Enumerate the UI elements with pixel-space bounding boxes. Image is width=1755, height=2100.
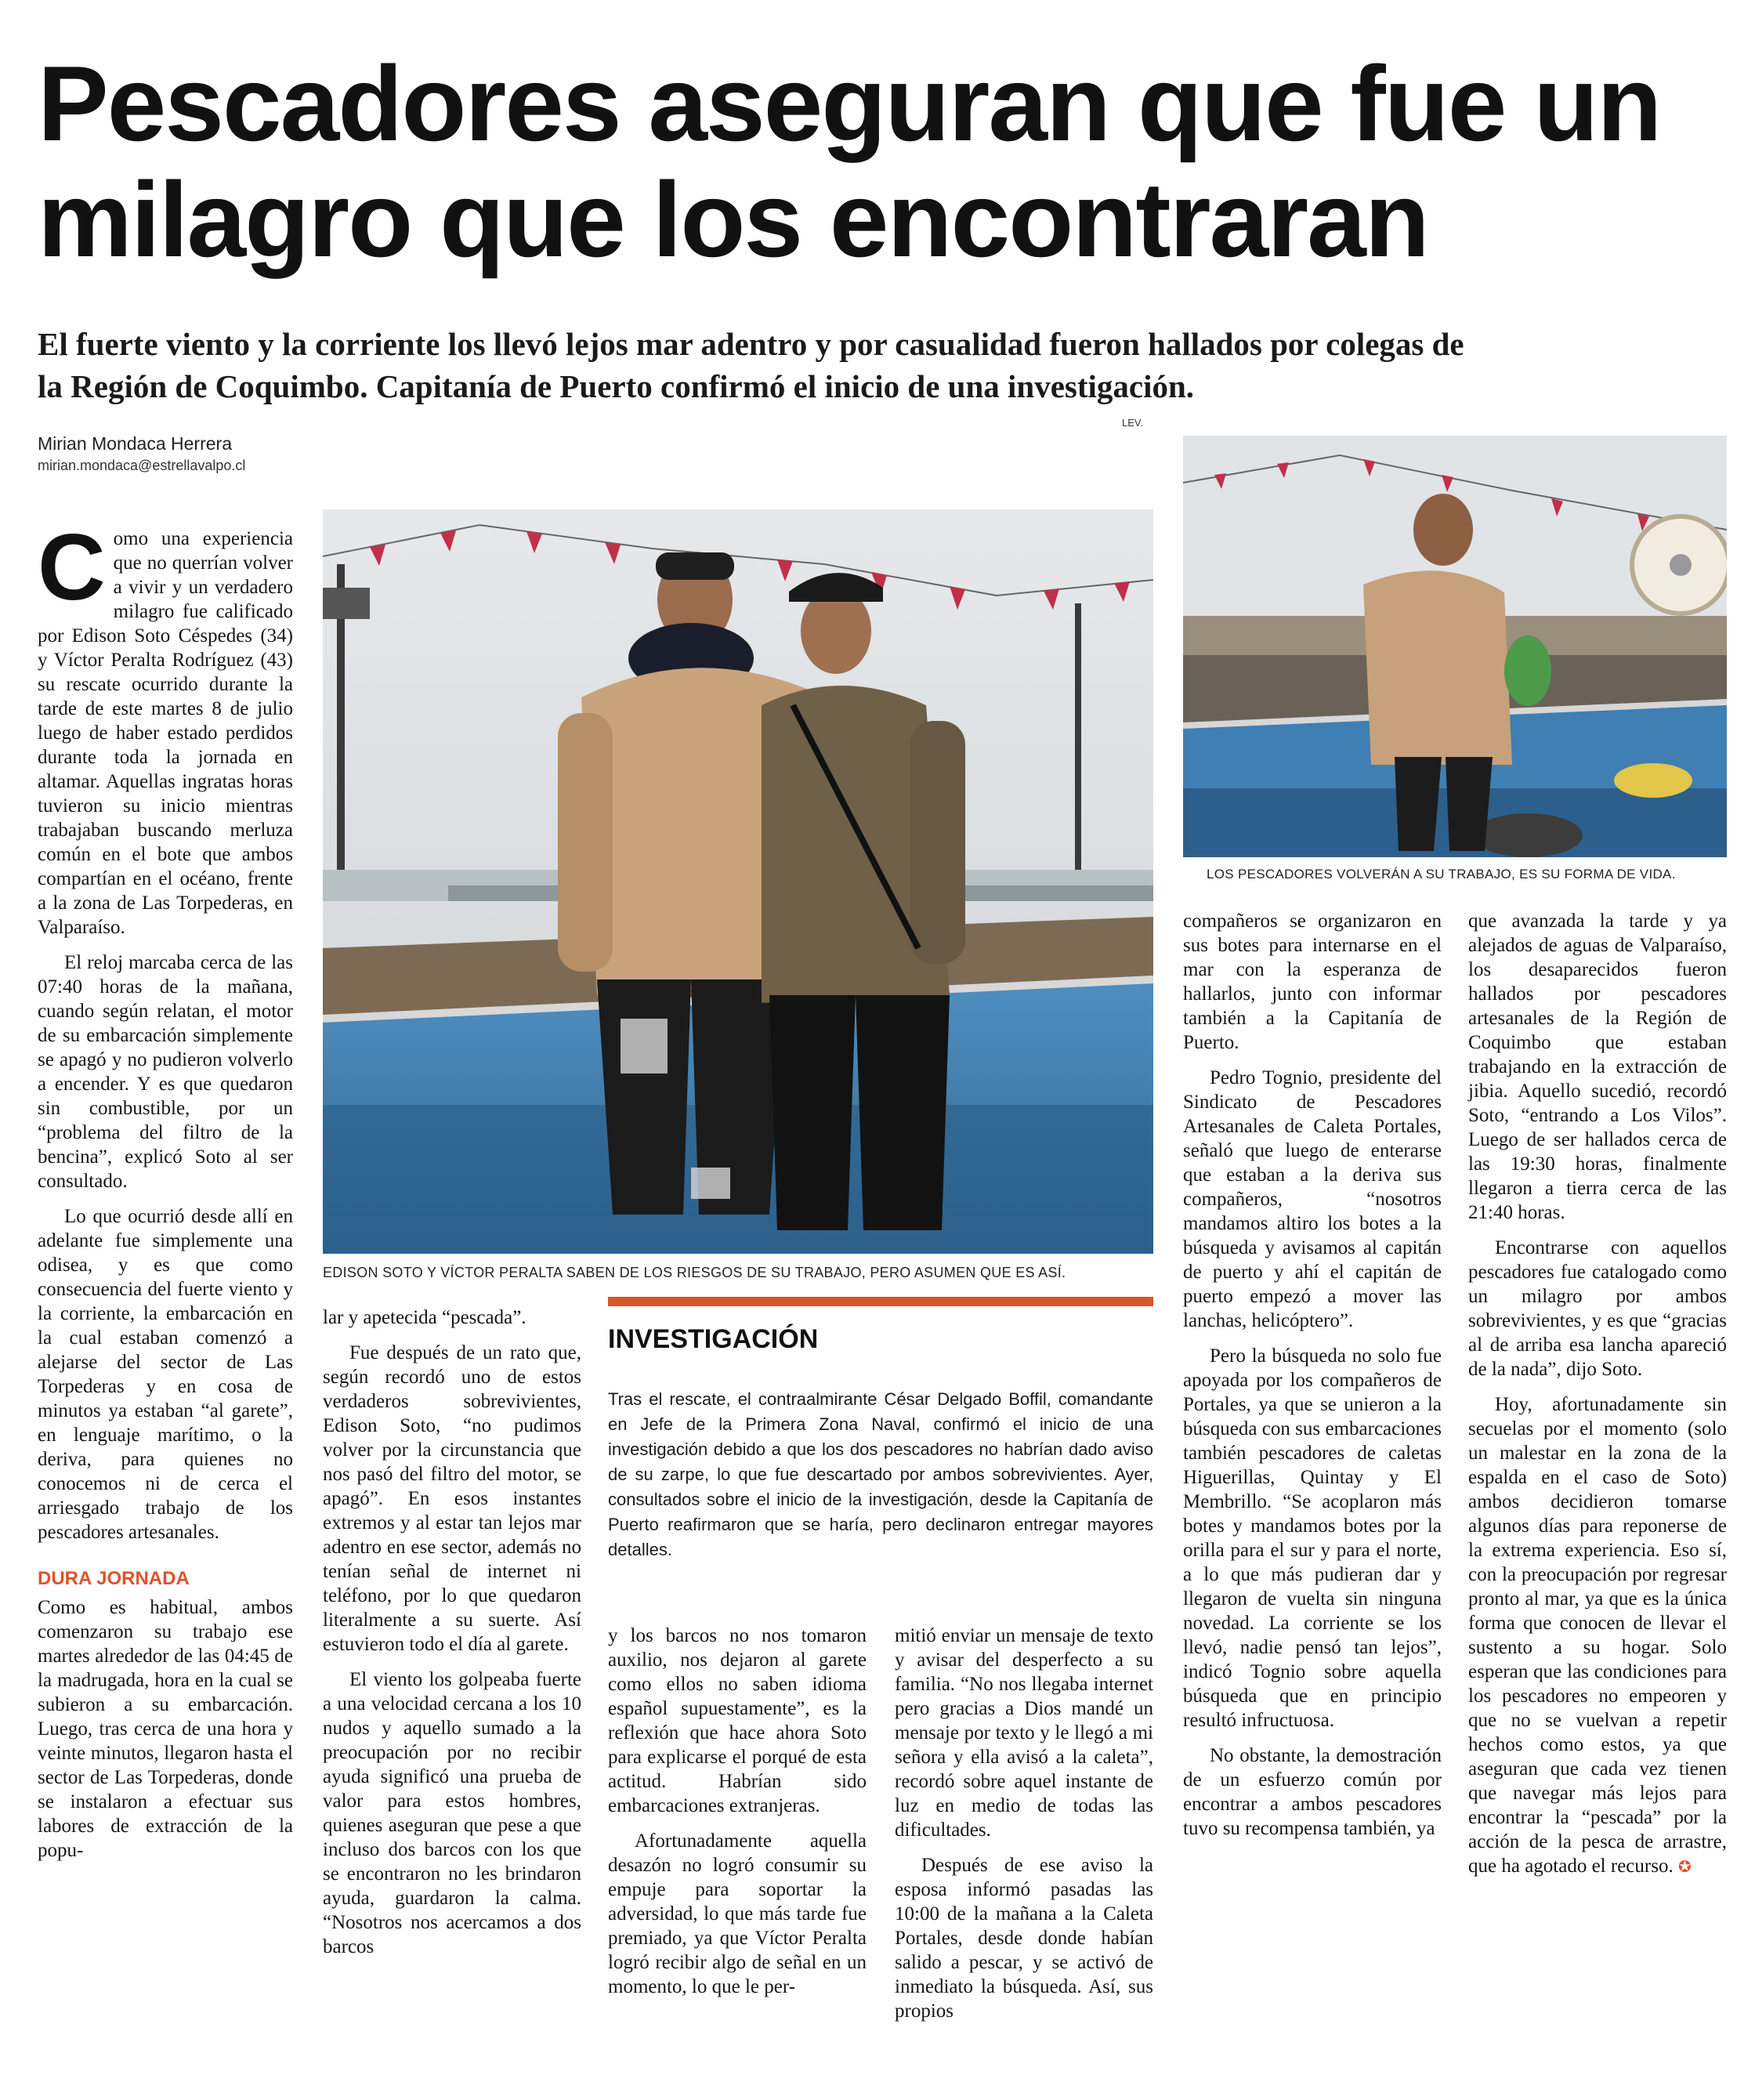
paragraph: Después de ese aviso la esposa informó pasadas las 10:00 de la mañana a la Caleta Portales, desde donde habían salido a pescar, y se activó de inmediato la búsqueda. Así, sus propios xyxy=(895,1855,1153,2022)
headline: Pescadores aseguran que fue un milagro que los encontraran xyxy=(38,44,1661,279)
paragraph: Como una experiencia que no querrían volver a vivir y un verdadero milagro fue calificado por Edison Soto Céspedes (34) y Víctor Peralta Rodríguez (43) su rescate ocurrido durante la tarde de este martes 8 de julio luego de haber estado perdidos durante toda la jornada en altamar. Aquellas ingratas horas tuvieron su inicio mientras trabajaban buscando merluza común en el bote que ambos compartían en el océano, frente a la zona de Las Torpederas, en Valparaíso. xyxy=(38,515,293,938)
paragraph: mitió enviar un mensaje de texto y avisar del desperfecto a su familia. “No nos llegaba internet pero gracias a Dios mandé un mensaje por texto y le llegó a mi señora y ella avisó a la caleta”, recordó sobre aquel instante de luz en medio de todas las dificultades. xyxy=(895,1625,1153,1841)
paragraph: Hoy, afortunadamente sin secuelas por el momento (solo un malestar en la zona de la espalda en el caso de Soto) ambos decidieron tomarse algunos días para reponerse de la extrema experiencia. Eso sí, con la preocupación por regresar pronto al mar, ya que es la única forma que conocen de llevar el sustento a su hogar. Solo esperan que las condiciones para los pescadores no empeoren y que no se vuelvan a repetir hechos como estos, ya que aseguran que cada vez tienen que navegar más lejos para encontrar la “pescada” por la acción de la pesca de arrastre, que ha agotado el recurso. ✪ xyxy=(1468,1394,1727,1877)
end-mark-icon: ✪ xyxy=(1677,1857,1692,1876)
investigacion-title: INVESTIGACIÓN xyxy=(608,1324,819,1354)
author-name: Mirian Mondaca Herrera xyxy=(38,433,232,454)
paragraph: Lo que ocurrió desde allí en adelante fue simplemente una odisea, y es que como consecuencia del fuerte viento y la corriente, la embarcación en la cual estaban comenzó a alejarse del sector de Las Torpederas y en cosa de minutos ya estaban “al garete”, en lenguaje marítimo, o la deriva, para quienes no conocemos ni de cerca el arriesgado trabajo de los pescadores artesanales. xyxy=(38,1206,293,1543)
article-column-5 xyxy=(1183,909,1442,1852)
paragraph: y los barcos no nos tomaron auxilio, nos dejaron al garete como ellos no saben idioma español supuestamente”, es la reflexión que hace ahora Soto para explicarse el porqué de esta actitud. Habrían sido embarcaciones extranjeras. xyxy=(608,1625,867,1816)
investigacion-text: Tras el rescate, el contraalmirante César Delgado Boffil, comandante en Jefe de la Primera Zona Naval, confirmó el inicio de una investigación debido a que los dos pescadores no habrían dado aviso de su zarpe, lo que fue descartado por ambos sobrevivientes. Ayer, consultados sobre el inicio de la investigación, desde la Capitanía de Puerto reafirmaron que se haría, pero declinaron entregar mayores detalles. xyxy=(608,1389,1153,1559)
paragraph: Pedro Tognio, presidente del Sindicato de Pescadores Artesanales de Caleta Portales, señaló que luego de enterarse que estaban a la deriva sus compañeros, “nosotros mandamos altiro los botes a la búsqueda y avisamos al capitán de puerto y ahí el capitán de puerto empezó a mover las lanchas, helicóptero”. xyxy=(1183,1067,1442,1331)
author-byline xyxy=(38,433,245,476)
side-photo-caption: LOS PESCADORES VOLVERÁN A SU TRABAJO, ES SU FORMA DE VIDA. xyxy=(1207,867,1676,882)
paragraph: compañeros se organizaron en sus botes para internarse en el mar con la esperanza de hallarlos, junto con informar también a la Capitanía de Puerto. xyxy=(1183,911,1442,1053)
photo-credit: LEV. xyxy=(1122,417,1143,429)
drop-cap: C xyxy=(38,515,106,620)
main-photo-caption: EDISON SOTO Y VÍCTOR PERALTA SABEN DE LOS RIESGOS DE SU TRABAJO, PERO ASUMEN QUE ES ASÍ. xyxy=(323,1265,1066,1280)
article-column-4 xyxy=(895,1624,1153,2034)
article-column-6 xyxy=(1468,909,1727,1890)
paragraph: El reloj marcaba cerca de las 07:40 horas de la mañana, cuando según relatan, el motor de su embarcación simplemente se apagó y no pudieron volverlo a encender. Y es que quedaron sin combustible, por un “problema del filtro de la bencina”, explicó Soto al ser consultado. xyxy=(38,952,293,1192)
paragraph: Afortunadamente aquella desazón no logró consumir su empuje para soportar la adversidad, lo que más tarde fue premiado, ya que Víctor Peralta logró recibir algo de señal en un momento, lo que le per- xyxy=(608,1830,867,1997)
paragraph: lar y apetecida “pescada”. xyxy=(323,1307,526,1328)
article-column-2 xyxy=(323,1305,581,1970)
paragraph: Fue después de un rato que, según recordó uno de estos verdaderos sobrevivientes, Edison Soto, “no pudimos volver por la circunstancia que nos pasó del filtro del motor, se apagó”. En esos instantes extremos y al estar tan lejos mar adentro en ese sector, además no tenían señal de internet ni teléfono, por lo que quedaron literalmente a su suerte. Así estuvieron todo el día al garete. xyxy=(323,1342,581,1655)
section-divider-bar xyxy=(608,1297,1153,1306)
paragraph: No obstante, la demostración de un esfuerzo común por encontrar a ambos pescadores tuvo su recompensa también, ya xyxy=(1183,1745,1442,1839)
paragraph: Como es habitual, ambos comenzaron su trabajo ese martes alrededor de las 04:45 de la madrugada, hora en la cual se subieron a su embarcación. Luego, tras cerca de una hora y veinte minutos, llegaron hasta el sector de Las Torpederas, donde se instalaron a efectuar sus labores de extracción de la popu- xyxy=(38,1597,293,1861)
paragraph: El viento los golpeaba fuerte a una velocidad cercana a los 10 nudos y aquello sumado a la preocupación por no recibir ayuda significó una prueba de valor para estos hombres, quienes aseguran que pese a que incluso dos barcos con los que se encontraron no les brindaron ayuda, guardaron la calma. “Nosotros nos acercamos a dos barcos xyxy=(323,1669,581,1957)
main-photo xyxy=(323,509,1153,1254)
side-photo xyxy=(1183,436,1727,857)
author-email: mirian.mondaca@estrellavalpo.cl xyxy=(38,458,246,473)
paragraph: Pero la búsqueda no solo fue apoyada por los compañeros de Portales, ya que se unieron a la búsqueda con sus embarcaciones también pescadores de caletas Higuerillas, Quintay y El Membrillo. “Se acoplaron más botes y mandamos botes por la orilla para el sur y para el norte, a lo que más pudieran dar y llegaron de vuelta sin ninguna novedad. La corriente se los llevó, nadie pensó tan lejos”, indicó Tognio sobre aquella búsqueda que en principio resultó infructuosa. xyxy=(1183,1345,1442,1731)
article-column-3 xyxy=(608,1624,867,2010)
subheadline: El fuerte viento y la corriente los llevó lejos mar adentro y por casualidad fueron hallados por colegas de la Región de Coquimbo. Capitanía de Puerto confirmó el inicio de una investigación. xyxy=(38,326,1464,404)
article-column-1 xyxy=(38,515,293,2062)
paragraph: que avanzada la tarde y ya alejados de aguas de Valparaíso, los desaparecidos fueron hallados por pescadores artesanales de la Región de Coquimbo que estaban trabajando en la extracción de jibia. Aquello sucedió, recordó Soto, “entrando a Los Vilos”. Luego de ser hallados cerca de las 19:30 horas, finalmente llegaron a tierra cerca de las 21:40 horas. xyxy=(1468,911,1727,1223)
paragraph: Encontrarse con aquellos pescadores fue catalogado como un milagro por ambos sobrevivientes, y es que “gracias al de arriba esa lancha apareció de la nada”, dijo Soto. xyxy=(1468,1237,1727,1380)
section-heading-dura-jornada: DURA JORNADA xyxy=(38,1568,190,1589)
